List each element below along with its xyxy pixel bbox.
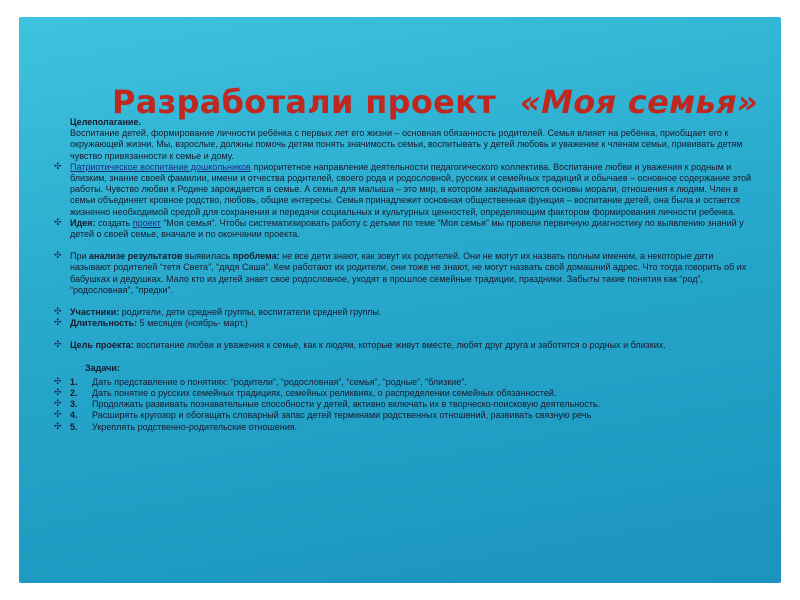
bullet-icon: ✣ xyxy=(54,339,62,350)
bullet-icon: ✣ xyxy=(54,250,62,261)
project-link[interactable]: проект xyxy=(132,217,161,228)
slide-title xyxy=(112,83,772,121)
participants-paragraph: ✣ Участники: родители, дети средней группы, воспитатели средней группы. xyxy=(54,306,382,318)
patriotic-link[interactable]: Патриотическое воспитание дошкольников xyxy=(70,161,251,172)
duration-paragraph: ✣ Длительность: 5 месяцев (ноябрь- март.) xyxy=(54,317,248,329)
task-item: ✣ 1. Дать представление о понятиях: “родители”, “родословная”, “семья”, “родные”, “близкие”. xyxy=(54,375,467,387)
task-item: ✣ 5. Укреплять родственно-родительские отношения. xyxy=(54,420,298,432)
task-item: ✣ 3. Продолжать развивать познавательные способности у детей, активно включать их в творческо-поисковую деятельность. xyxy=(54,398,601,410)
bullet-icon: ✣ xyxy=(54,387,62,398)
title-project-name: «Моя семья» xyxy=(519,83,759,121)
patriotic-text: приоритетное направление деятельности педагогического коллектива. Воспитание любви и уважения к родным и близким, знание своей фамилии, имени и отчества родителей, своего рода и родословной, русских и семейных традиций и обычаев – основное содержание этой работы. Чувство любви к Родине зарождается в семье. А семья для малыша – это мир, в котором закладываются основы морали, отношения к людям. Член в семьи объединяет кровное родство, любовь, общие интересы. Семья принадлежит основная общественная функция – воспитание детей, она была и остается жизненно необходимой средой для сохранения и передачи социальных и культурных ценностей, определяющим фактором формирования личности ребенка. xyxy=(70,161,752,217)
patriotic-paragraph xyxy=(52,162,752,218)
bullet-icon: ✣ xyxy=(54,306,62,317)
idea-paragraph: ✣ Идея: создать проект “Моя семья”. Чтобы систематизировать работу с детьми по теме “Моя семья” мы провели первичную диагностику по выявлению знаний у детей о своей семье, вначале и по окончании проекта. xyxy=(54,216,744,240)
bullet-icon: ✣ xyxy=(54,409,62,420)
task-item: ✣ 2. Дать понятие о русских семейных традициях, семейных реликвиях, о распределении семейных обязанностей. xyxy=(54,387,557,399)
tasks-title: Задачи: xyxy=(85,362,120,373)
bullet-icon: ✣ xyxy=(54,375,62,386)
slide-content xyxy=(52,117,752,433)
bullet-icon: ✣ xyxy=(54,420,62,431)
bullet-icon: ✣ xyxy=(54,160,62,171)
project-goal-paragraph: ✣ Цель проекта: воспитание любви и уважения к семье, как к людям, которые живут вместе, любят друг друга и заботятся о родных и близких. xyxy=(54,339,666,351)
bullet-icon: ✣ xyxy=(54,216,62,227)
task-item: ✣ 4. Расширять кругозор и обогащать словарный запас детей терминами родственных отношений, развивать связную речь xyxy=(54,409,592,421)
goal-setting-heading: Целеполагание. xyxy=(70,117,141,127)
bullet-icon: ✣ xyxy=(54,317,62,328)
goal-setting-text: Воспитание детей, формирование личности ребёнка с первых лет его жизни – основная обязанность родителей. Семья влияет на ребёнка, приобщает его к окружающей жизни. Мы, взрослые, должны помочь детям понять значимость семьи, воспитывать у детей любовь и уважение к членам семьи, прививать детям чувство привязанности к семье и дому. xyxy=(70,128,743,161)
title-main: Разработали проект xyxy=(112,83,496,121)
idea-label: Идея: xyxy=(70,217,96,228)
bullet-icon: ✣ xyxy=(54,398,62,409)
analysis-paragraph: ✣ При анализе результатов выявилась проблема: не все дети знают, как зовут их родителей. Они не могут их назвать полным именем, а некоторые дети называют родителей “тетя Света”, “дядя Саша”. Кем работают их родители, они тоже не знают, не могут назвать свой домашний адрес. Что тогда говорить об их бабушках и дедушках. Мало кто из детей знает свое родословное, уходят в прошлое семейные традиции, праздники. Забыты такие понятия как “род”, “родословная”, “предки”. xyxy=(54,250,747,295)
